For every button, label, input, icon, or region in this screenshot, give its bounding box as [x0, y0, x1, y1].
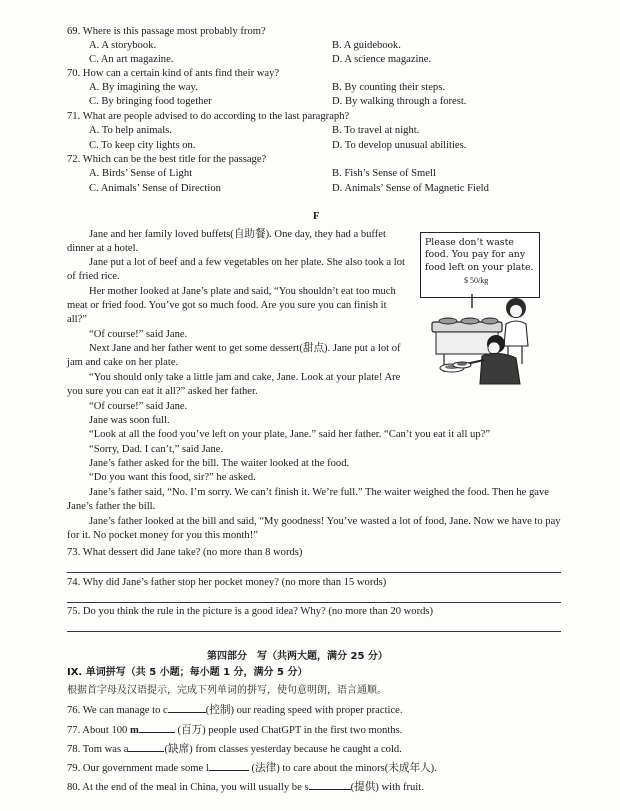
answer-line-74[interactable] — [67, 602, 561, 603]
question-77 — [67, 722, 402, 738]
option-72-d: D. Animals’ Sense of Magnetic Field — [332, 183, 489, 194]
question-79 — [67, 760, 437, 776]
question-78-after: (缺席) from classes yesterday because he caught a cold. — [164, 744, 402, 755]
passage-f-paragraph-13: Jane’s father said, “No. I’m sorry. We can’t finish it. We’re full.” The waiter weighed the food. Then he gave Jane’s father the bill. — [67, 487, 549, 513]
question-78 — [67, 741, 402, 757]
section-f-heading: F — [313, 211, 320, 222]
blank-80[interactable] — [309, 779, 351, 790]
question-73: 73. What dessert did Jane take? (no more than 8 words) — [67, 547, 303, 558]
buffet-sign: Please don’t waste food. You pay for any food left on your plate. — [420, 232, 540, 298]
question-72-stem: 72. Which can be the best title for the passage? — [67, 154, 267, 165]
question-71-stem: 71. What are people advised to do according to the last paragraph? — [67, 111, 350, 122]
blank-77[interactable] — [139, 722, 175, 733]
passage-f-paragraph-11: Jane’s father asked for the bill. The waiter looked at the food. — [89, 458, 350, 469]
option-69-d: D. A science magazine. — [332, 54, 432, 65]
passage-f-paragraph-9: “Look at all the food you’ve left on your plate, Jane.” said her father. “Can’t you eat it all up?” — [89, 429, 491, 440]
question-76-after: (控制) our reading speed with proper practice. — [205, 705, 403, 716]
answer-line-73[interactable] — [67, 572, 561, 573]
buffet-illustration — [424, 294, 542, 390]
option-71-d: D. To develop unusual abilities. — [332, 140, 467, 151]
question-75: 75. Do you think the rule in the picture is a good idea? Why? (no more than 20 words) — [67, 606, 434, 617]
option-71-a: A. To help animals. — [89, 125, 172, 136]
question-79-after: (法律) to care about the minors(未成年人). — [248, 763, 437, 774]
question-77-before: 77. About 100 — [67, 725, 130, 736]
question-77-after: (百万) people used ChatGPT in the first two months. — [174, 725, 403, 736]
option-72-a: A. Birds’ Sense of Light — [89, 168, 193, 179]
passage-f-paragraph-5: Next Jane and her father went to get some dessert(甜点). Jane put a lot of jam and cake on her plate. — [67, 343, 401, 369]
section-ix-heading: IX. 单词拼写（共 5 小题；每小题 1 分，满分 5 分） — [67, 667, 308, 678]
question-79-letter: l — [205, 763, 209, 774]
passage-f-paragraph-12: “Do you want this food, sir?” he asked. — [89, 472, 256, 483]
answer-line-75[interactable] — [67, 631, 561, 632]
option-69-c: C. An art magazine. — [89, 54, 174, 65]
passage-f-paragraph-10: “Sorry, Dad. I can’t,” said Jane. — [89, 444, 224, 455]
option-72-b: B. Fish’s Sense of Smell — [332, 168, 436, 179]
question-77-letter: m — [129, 725, 139, 736]
passage-f-paragraph-2: Jane put a lot of beef and a few vegetables on her plate. She also took a lot of fried rice. — [67, 257, 405, 283]
question-80-before: 80. At the end of the meal in China, you will usually be — [67, 782, 305, 793]
option-70-c: C. By bringing food together — [89, 96, 212, 107]
blank-76[interactable] — [168, 702, 206, 713]
question-76 — [67, 702, 403, 718]
passage-f-paragraph-8: Jane was soon full. — [89, 415, 170, 426]
question-78-letter: a — [123, 744, 129, 755]
section-ix-instructions: 根据首字母及汉语提示，完成下列单词的拼写，使句意明朗，语言通顺。 — [67, 685, 387, 696]
question-69-stem: 69. Where is this passage most probably from? — [67, 26, 266, 37]
option-70-a: A. By imagining the way. — [89, 82, 198, 93]
passage-f-paragraph-7: “Of course!” said Jane. — [89, 401, 188, 412]
question-76-before: 76. We can manage to — [67, 705, 164, 716]
option-69-b: B. A guidebook. — [332, 40, 401, 51]
question-80 — [67, 779, 424, 795]
question-80-letter: s — [304, 782, 309, 793]
passage-f-paragraph-6: “You should only take a little jam and cake, Jane. Look at your plate! Are you sure you can eat it all?” asked her father. — [67, 372, 401, 398]
passage-f-paragraph-3: Her mother looked at Jane’s plate and said, “You shouldn’t eat too much meat or fried food. You’ve got so much food. Are you sure you can finish it all?” — [67, 286, 396, 326]
option-69-a: A. A storybook. — [89, 40, 157, 51]
question-78-before: 78. Tom was — [67, 744, 124, 755]
question-80-after: (提供) with fruit. — [350, 782, 424, 793]
passage-f-paragraph-4: “Of course!” said Jane. — [89, 329, 188, 340]
option-71-c: C. To keep city lights on. — [89, 140, 196, 151]
question-70-stem: 70. How can a certain kind of ants find their way? — [67, 68, 280, 79]
option-71-b: B. To travel at night. — [332, 125, 420, 136]
question-76-letter: c — [163, 705, 168, 716]
question-79-before: 79. Our government made some — [67, 763, 206, 774]
passage-f-paragraph-1: Jane and her family loved buffets(自助餐). One day, they had a buffet dinner at a hotel. — [67, 229, 386, 255]
price-label: $ 50/kg — [464, 276, 489, 285]
option-72-c: C. Animals’ Sense of Direction — [89, 183, 221, 194]
question-74: 74. Why did Jane’s father stop her pocket money? (no more than 15 words) — [67, 577, 387, 588]
option-70-b: B. By counting their steps. — [332, 82, 445, 93]
blank-79[interactable] — [209, 760, 249, 771]
blank-78[interactable] — [128, 741, 164, 752]
option-70-d: D. By walking through a forest. — [332, 96, 467, 107]
passage-f-paragraph-14: Jane’s father looked at the bill and said, “My goodness! You’ve wasted a lot of food, Jane. Now we have to pay for it. No pocket money for you this month!” — [67, 516, 561, 542]
part-4-title: 第四部分 写（共两大题，满分 25 分） — [207, 651, 388, 662]
